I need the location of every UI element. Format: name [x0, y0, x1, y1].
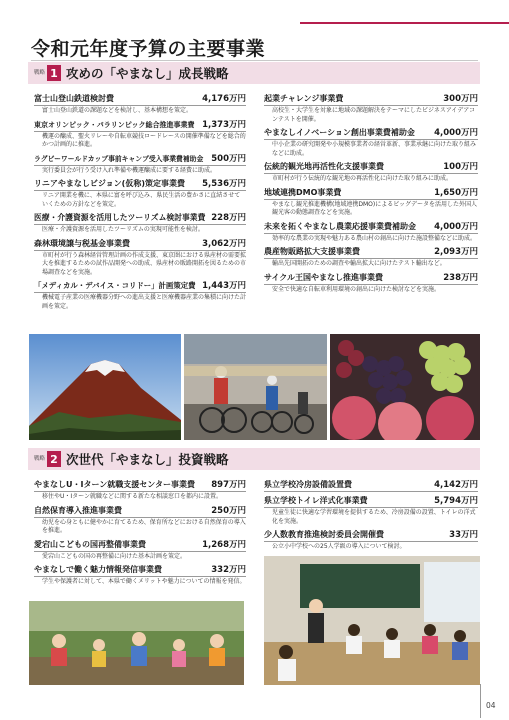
budget-item-header	[264, 92, 478, 106]
budget-item	[264, 245, 478, 269]
budget-item-header	[264, 494, 478, 508]
budget-item-amount: 5,536万円	[202, 179, 246, 189]
title-divider	[31, 60, 478, 61]
cycling-race-photo	[184, 334, 327, 440]
budget-item-header	[34, 177, 246, 191]
budget-item-header	[264, 245, 478, 259]
section-2-left-column	[34, 478, 246, 589]
budget-item-header	[264, 478, 478, 492]
nature-childcare-photo	[29, 601, 244, 685]
budget-item-name: やまなしイノベーション創出事業費補助金	[264, 128, 415, 137]
budget-item-header	[264, 220, 478, 234]
budget-item-amount: 33万円	[449, 530, 478, 540]
grapes-peaches-photo	[330, 334, 480, 440]
budget-item-header	[34, 279, 246, 293]
budget-item	[34, 177, 246, 209]
budget-item-header	[34, 92, 246, 106]
budget-item-header	[264, 186, 478, 200]
budget-item-name: サイクル王国やまなし推進事業費	[264, 272, 384, 282]
budget-item-description: 安全で快適な自転車利用環境の創出に向けた検討などを実施。	[272, 285, 441, 293]
budget-item	[264, 92, 478, 124]
budget-item	[34, 563, 246, 587]
budget-item-description: 中小企業の研究開発や小規模事業者の経営革新、事業承継に向けた取り組みなどに助成。	[272, 141, 477, 157]
budget-item-name: 医療・介護資源を活用したツーリズム検討事業費	[34, 213, 206, 222]
fuji-mountain-photo	[29, 334, 181, 440]
budget-item-description: 富士山登山鉄道の課題などを検討し、基本構想を策定。	[42, 107, 193, 114]
budget-item	[34, 279, 246, 311]
budget-item-amount: 5,794万円	[434, 496, 478, 506]
budget-item	[264, 160, 478, 184]
budget-item-name: 自然保育導入推進事業費	[34, 505, 122, 515]
budget-item-name: 未来を拓くやまなし農業応援事業費補助金	[264, 221, 416, 231]
classroom-photo	[264, 556, 480, 685]
top-accent-stripe	[300, 22, 509, 24]
budget-item-amount: 100万円	[443, 162, 478, 172]
budget-item-amount: 1,650万円	[434, 187, 478, 198]
budget-item-header	[34, 478, 246, 492]
budget-item	[34, 92, 246, 116]
budget-item	[264, 186, 478, 218]
section-2-right-column	[264, 478, 478, 554]
budget-item	[34, 211, 246, 235]
budget-item-header	[34, 538, 246, 552]
budget-item-name: やまなしで働く魅力情報発信事業費	[34, 565, 162, 574]
budget-item	[264, 494, 478, 526]
footer-divider	[480, 684, 481, 718]
budget-item-header	[34, 118, 246, 132]
budget-item-amount: 1,443万円	[202, 281, 246, 291]
budget-item-name: 少人数教育推進検討委員会開催費	[264, 530, 384, 539]
budget-item-amount: 4,000万円	[434, 128, 478, 138]
budget-item	[34, 152, 246, 176]
budget-item-amount: 1,373万円	[202, 119, 246, 130]
budget-item-name: ラグビーワールドカップ事前キャンプ受入事業費補助金	[34, 154, 204, 163]
budget-item-description: 移住やU・Iターン就職などに関する新たな相談窓口を都内に設置。	[42, 493, 223, 500]
section-1-title: 攻めの「やまなし」成長戦略	[66, 66, 229, 81]
budget-item-description: 輸出先国開拓のための調査や輸出拡大に向けたテスト輸出など。	[272, 260, 446, 267]
budget-item-description: 愛宕山こどもの国の再整備に向けた基本計画を策定。	[42, 552, 187, 560]
budget-item	[264, 126, 478, 158]
budget-item-amount: 897万円	[211, 480, 246, 490]
budget-item-name: 森林環境譲与税基金事業費	[34, 238, 130, 248]
section-1-tag: 戦略	[34, 70, 46, 76]
budget-item-description: 市町村が行う伝統的な観光地の再活性化に向けた取り組みに助成。	[272, 175, 453, 182]
budget-item-amount: 1,268万円	[202, 539, 246, 550]
budget-item-description: 機運の醸成、聖火リレーや自転車競技ロードレースの開催準備などを総合的かつ計画的に推進。	[42, 132, 246, 148]
section-1-right-column	[264, 92, 478, 296]
budget-item-amount: 332万円	[211, 565, 246, 575]
section-1-number: 1	[47, 65, 61, 81]
budget-item-amount: 4,000万円	[434, 221, 478, 232]
budget-item	[264, 220, 478, 244]
budget-item	[264, 478, 478, 492]
budget-item-amount: 250万円	[211, 505, 246, 516]
budget-item-description: やまなし観光推進機構(地域連携DMO)によるビッグデータを活用した外国人観光客の動態調査などを実施。	[272, 200, 477, 216]
budget-item-description: 幼児を心身ともに健やかに育てるため、保育所などにおける自然保育の導入を推進。	[42, 518, 246, 534]
budget-item-header	[264, 126, 478, 140]
budget-item-amount: 4,142万円	[434, 480, 478, 490]
budget-item-name: 愛宕山こどもの国再整備事業費	[34, 539, 146, 549]
budget-item-description: 効率的な農業の実現や魅力ある農山村の創出に向けた施設整備などに助成。	[272, 234, 477, 242]
budget-item-name: 県立学校冷房設備設置費	[264, 480, 352, 489]
budget-item-header	[264, 528, 478, 542]
section-2-tag: 戦略	[34, 456, 46, 462]
budget-item	[34, 504, 246, 536]
budget-item-amount: 4,176万円	[202, 94, 246, 104]
budget-item-name: 東京オリンピック・パラリンピック総合推進事業費	[34, 120, 195, 129]
budget-item-name: 農産物販路拡大支援事業費	[264, 247, 360, 256]
budget-item-description: 高校生・大学生を対象に地域の課題解決をテーマにしたビジネスアイデアコンテストを開催。	[272, 107, 475, 123]
budget-item	[264, 271, 478, 295]
budget-item-amount: 500万円	[211, 153, 246, 164]
section-2-number: 2	[47, 451, 61, 467]
budget-item-header	[34, 152, 246, 166]
budget-item-description: 市町村が行う森林経営管理計画の作成支援、東京圏における県産材の需要拡大を推進するための試作品開発への助成、県産材の販路開拓を図るための市場調査などを実施。	[42, 251, 247, 276]
section-1-header	[28, 62, 480, 84]
budget-item-amount: 300万円	[443, 94, 478, 104]
budget-item-name: 地域連携DMO事業費	[264, 187, 342, 197]
budget-item	[34, 118, 246, 150]
budget-item-description: リニア開業を機に、本県に富を呼び込み、県民生活の豊かさに直結させていくための方針などを策定。	[42, 192, 241, 208]
budget-item-amount: 3,062万円	[202, 238, 246, 249]
section-2-title: 次世代「やまなし」投資戦略	[66, 452, 229, 467]
budget-item-header	[34, 504, 246, 518]
budget-item-name: 伝統的観光地再活性化支援事業費	[264, 162, 384, 171]
budget-item	[34, 538, 246, 562]
budget-item-header	[264, 160, 478, 174]
budget-item-description: 学生や保護者に対して、本県で働くメリットや魅力についての情報を発信。	[42, 578, 246, 585]
budget-item-description: 公立小中学校への25人学級の導入について検討。	[272, 543, 406, 550]
budget-item-header	[34, 211, 246, 225]
budget-item-name: リニアやまなしビジョン(仮称)策定事業費	[34, 179, 185, 188]
budget-item-amount: 238万円	[443, 272, 478, 283]
budget-item-name: 起業チャレンジ事業費	[264, 94, 344, 103]
budget-item	[34, 237, 246, 278]
budget-item-header	[264, 271, 478, 285]
budget-item-description: 実行委員会が行う受け入れ準備や機運醸成に要する経費に助成。	[42, 166, 217, 174]
budget-item-header	[34, 563, 246, 577]
section-2-header	[28, 448, 480, 470]
page-title: 令和元年度予算の主要事業	[31, 38, 266, 60]
budget-item-description: 児童生徒に快適な学習環境を提供するため、冷房設備の設置、トイレの洋式化を実施。	[272, 509, 476, 525]
budget-item	[264, 528, 478, 552]
budget-item-name: 「メディカル・デバイス・コリドー」計画策定費	[34, 281, 196, 290]
budget-item	[34, 478, 246, 502]
budget-item-description: 機械電子産業の医療機器分野への進出支援と医療機器産業の集積に向けた計画を策定。	[42, 294, 247, 310]
budget-item-header	[34, 237, 246, 251]
budget-item-name: やまなしU・Iターン就職支援センター事業費	[34, 480, 195, 489]
page-number: 04	[486, 701, 496, 710]
budget-item-amount: 2,093万円	[434, 247, 478, 257]
budget-item-amount: 228万円	[211, 213, 246, 223]
budget-item-name: 富士山登山鉄道検討費	[34, 94, 114, 103]
budget-item-description: 医療・介護資源を活用したツーリズムの実現可能性を検討。	[42, 226, 204, 233]
section-1-left-column	[34, 92, 246, 313]
budget-item-name: 県立学校トイレ洋式化事業費	[264, 496, 368, 505]
